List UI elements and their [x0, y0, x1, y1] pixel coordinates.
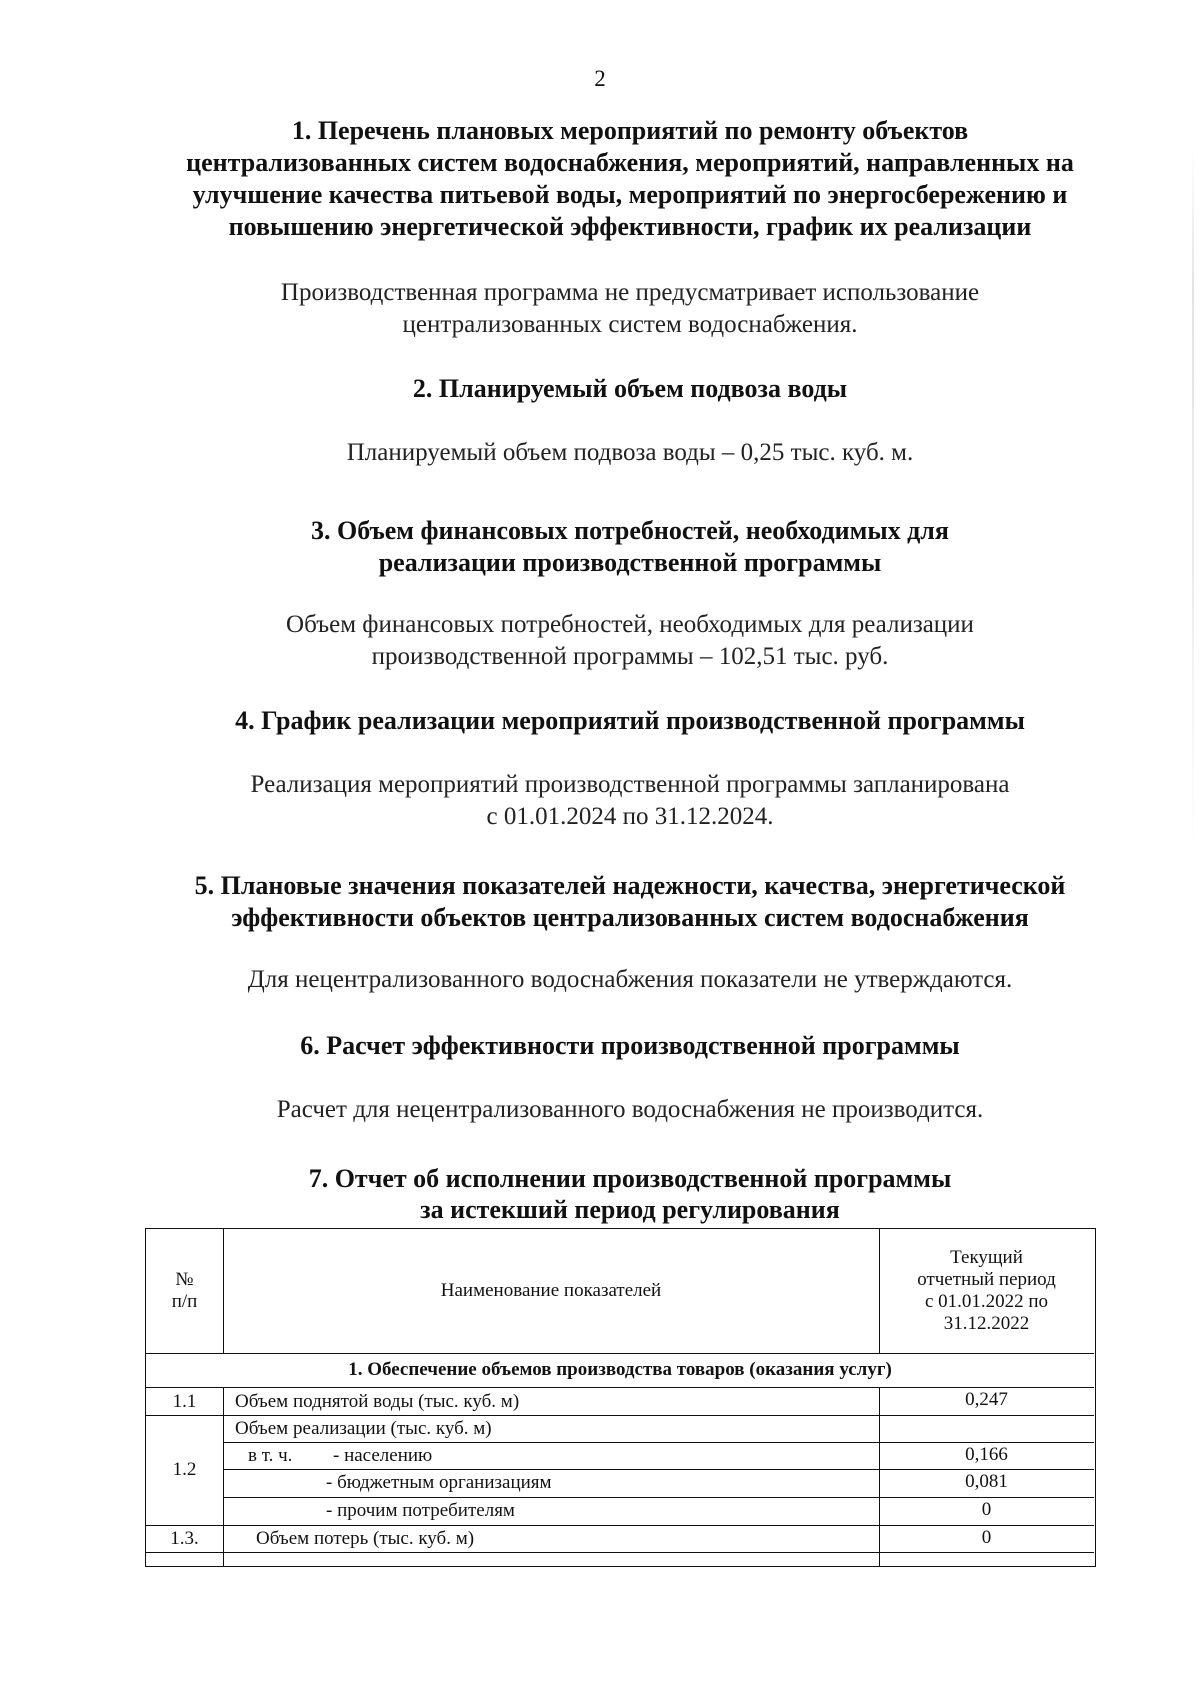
- row-number: 1.3.: [170, 1528, 199, 1549]
- section-2-body: [120, 437, 1140, 469]
- table-group-title: 1. Обеспечение объемов производства товаров (оказания услуг): [348, 1359, 892, 1380]
- section-1-body: [120, 277, 1140, 341]
- header-period-text: Текущий: [950, 1247, 1023, 1268]
- section-6-title-line: 6. Расчет эффективности производственной программы: [300, 1031, 960, 1060]
- header-num-cell: [146, 1229, 223, 1353]
- row-name: - бюджетным организациям: [326, 1472, 552, 1493]
- section-4-title-line: 4. График реализации мероприятий производственной программы: [235, 706, 1025, 735]
- table-rule: [223, 1387, 224, 1567]
- table-rule: [146, 1387, 1094, 1388]
- header-name-cell: [223, 1229, 879, 1353]
- page-number: 2: [594, 66, 606, 91]
- section-5-title-line: эффективности объектов централизованных систем водоснабжения: [231, 903, 1029, 932]
- section-1-title-line: централизованных систем водоснабжения, мероприятий, направленных на: [186, 148, 1074, 177]
- scan-edge-artifact: [1192, 150, 1194, 850]
- row-name: Объем поднятой воды (тыс. куб. м): [235, 1391, 520, 1412]
- section-6-title: [110, 1030, 1150, 1062]
- section-3-title-line: реализации производственной программы: [378, 548, 882, 577]
- section-3-body-line: производственной программы – 102,51 тыс. руб.: [371, 643, 889, 670]
- section-1-body-line: Производственная программа не предусматривает использование: [280, 279, 980, 306]
- section-5-title-line: 5. Плановые значения показателей надежности, качества, энергетической: [194, 871, 1066, 900]
- section-4-body-line: с 01.01.2024 по 31.12.2024.: [486, 803, 774, 830]
- table-rule: [146, 1353, 1094, 1354]
- section-4-body: [120, 769, 1140, 833]
- section-2-title: [110, 373, 1150, 405]
- header-num-text: №: [175, 1269, 194, 1290]
- table-rule: [146, 1552, 1094, 1553]
- header-num-text: п/п: [171, 1291, 198, 1312]
- row-prefix: в т. ч.: [248, 1445, 293, 1466]
- row-value: 0: [981, 1499, 992, 1520]
- row-value: 0: [981, 1527, 992, 1548]
- section-1-title-line: повышению энергетической эффективности, график их реализации: [228, 212, 1032, 241]
- table-rule: [223, 1497, 1094, 1498]
- row-number: 1.2: [172, 1459, 197, 1480]
- section-3-title-line: 3. Объем финансовых потребностей, необходимых для: [311, 516, 949, 545]
- section-1-body-line: централизованных систем водоснабжения.: [402, 311, 858, 338]
- section-5-body: [120, 964, 1140, 996]
- header-period-cell: [879, 1229, 1094, 1353]
- section-4-body-line: Реализация мероприятий производственной программы запланирована: [250, 771, 1010, 798]
- row-name: Объем реализации (тыс. куб. м): [235, 1418, 492, 1439]
- header-period-text: с 01.01.2022 по: [924, 1291, 1049, 1312]
- row-value: 0,166: [965, 1444, 1008, 1465]
- section-7-title-line: за истекший период регулирования: [420, 1195, 840, 1224]
- section-2-body-line: Планируемый объем подвоза воды – 0,25 тыс. куб. м.: [346, 439, 914, 466]
- row-name: Объем потерь (тыс. куб. м): [256, 1528, 475, 1549]
- section-5-title: [110, 870, 1150, 934]
- section-3-title: [110, 515, 1150, 579]
- section-7-title-line: 7. Отчет об исполнении производственной программы: [308, 1164, 952, 1193]
- section-3-body-line: Объем финансовых потребностей, необходимых для реализации: [286, 611, 974, 638]
- row-value: 0,247: [965, 1389, 1008, 1410]
- table-rule: [146, 1415, 1094, 1416]
- table-rule: [146, 1525, 1094, 1526]
- table-rule: [223, 1469, 1094, 1470]
- header-name-text: Наименование показателей: [440, 1280, 662, 1301]
- row-value: 0,081: [965, 1471, 1008, 1492]
- header-period-text: 31.12.2022: [943, 1313, 1030, 1334]
- section-1-title-line: улучшение качества питьевой воды, мероприятий по энергосбережению и: [192, 180, 1068, 209]
- section-1-title: [110, 115, 1150, 243]
- section-7-title: [110, 1163, 1150, 1225]
- section-5-body-line: Для нецентрализованного водоснабжения показатели не утверждаются.: [247, 966, 1013, 993]
- row-number: 1.1: [172, 1391, 197, 1412]
- section-2-title-line: 2. Планируемый объем подвоза воды: [412, 374, 848, 403]
- section-1-title-line: 1. Перечень плановых мероприятий по ремонту объектов: [291, 116, 969, 145]
- row-name: - прочим потребителям: [326, 1500, 515, 1521]
- section-6-body: [120, 1094, 1140, 1126]
- section-3-body: [120, 609, 1140, 673]
- table-rule: [223, 1442, 1094, 1443]
- report-table: [145, 1228, 1096, 1567]
- row-name: - населению: [333, 1445, 433, 1466]
- section-6-body-line: Расчет для нецентрализованного водоснабжения не производится.: [276, 1096, 984, 1123]
- header-period-text: отчетный период: [917, 1269, 1056, 1290]
- section-4-title: [110, 705, 1150, 737]
